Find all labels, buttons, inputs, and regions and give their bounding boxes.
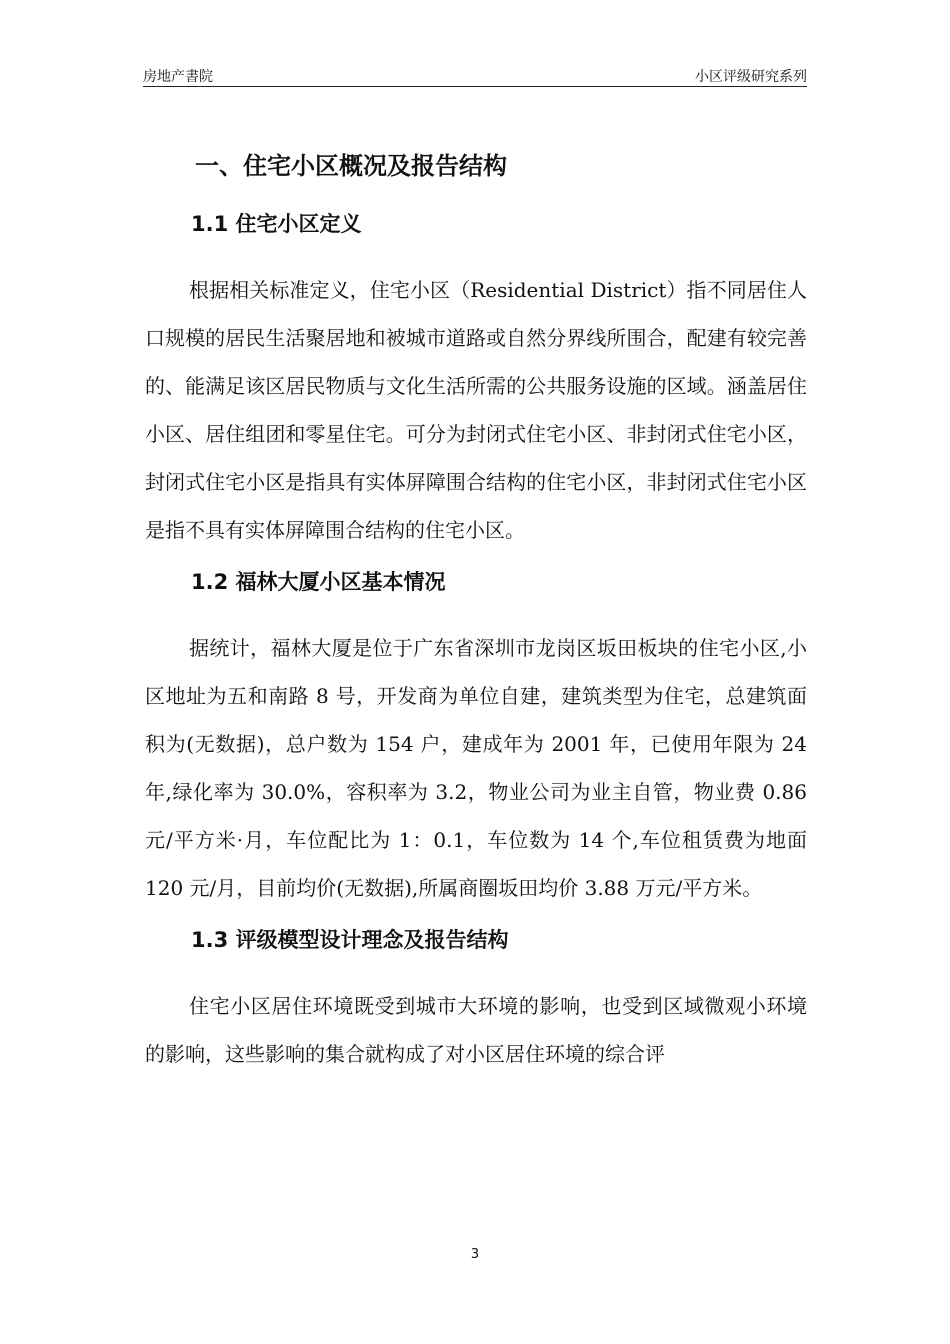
chapter-title: 一、住宅小区概况及报告结构 xyxy=(195,152,507,180)
document-body xyxy=(145,138,807,1086)
section-paragraph-1-1: 根据相关标准定义，住宅小区（Residential District）指不同居住人口规模的居民生活聚居地和被城市道路或自然分界线所围合，配建有较完善的、能满足该区居民物质与文化生活所需的公共服务设施的区域。涵盖居住小区、居住组团和零星住宅。可分为封闭式住宅小区、非封闭式住宅小区，封闭式住宅小区是指具有实体屏障围合结构的住宅小区，非封闭式住宅小区是指不具有实体屏障围合结构的住宅小区。 xyxy=(145,278,807,542)
section-paragraph-1-3: 住宅小区居住环境既受到城市大环境的影响，也受到区域微观小环境的影响，这些影响的集合就构成了对小区居住环境的综合评 xyxy=(145,994,807,1066)
page-number: 3 xyxy=(470,1247,480,1262)
section-heading-1-1: 1.1 住宅小区定义 xyxy=(191,212,362,236)
section-heading-1-2: 1.2 福林大厦小区基本情况 xyxy=(191,570,446,594)
section-paragraph-1-2: 据统计，福林大厦是位于广东省深圳市龙岗区坂田板块的住宅小区,小区地址为五和南路 8 号，开发商为单位自建，建筑类型为住宅，总建筑面积为(无数据)，总户数为 154 户，建成年为 2001 年，已使用年限为 24 年,绿化率为 30.0%，容积率为 3.2，物业公司为业主自管，物业费 0.86 元/平方米·月，车位配比为 1：0.1，车位数为 14 个,车位租赁费为地面 120 元/月，目前均价(无数据),所属商圈坂田均价 3.88 万元/平方米。 xyxy=(145,636,807,900)
section-heading-1-3: 1.3 评级模型设计理念及报告结构 xyxy=(191,928,509,952)
header-right-title: 小区评级研究系列 xyxy=(695,69,807,85)
header-left-title: 房地产書院 xyxy=(143,69,213,85)
page-header xyxy=(143,62,807,87)
